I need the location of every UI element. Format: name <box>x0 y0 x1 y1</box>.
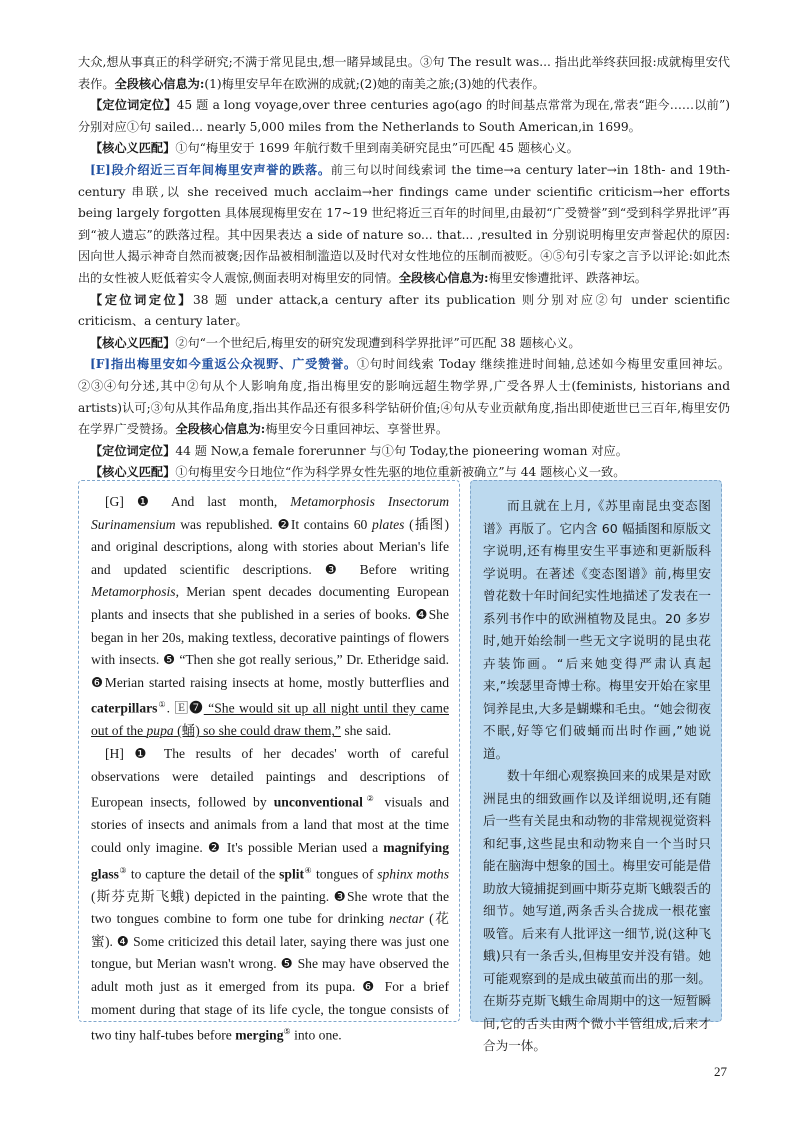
paragraph-e-analysis: [E]段介绍近三百年间梅里安声誉的跌落。前三句以时间线索词 the time→a century later→in 18th- and 19th-century 串联,以 she received much acclaim→her findings came under scientific criticism→her efforts being largely forgotten 具体展现梅里安在 17~19 世纪将近三百年的时间里,由最初“广受赞誉”到“受到科学界批评”再到“被人遗忘”的跌落过程。其中因果表达 a side of nature so... that... ,resulted in 分别说明梅里安声誉起伏的原因:因向世人揭示神奇自然而被褒;因作品被相制滥造以及时代对女性地位的压制而被贬。④⑤句引专家之言予以评论:如此杰出的女性被人贬低着实令人震惊,侧面表明对梅里安的同情。全段核心信息为:梅里安惨遭批评、跌落神坛。 <box>78 162 730 285</box>
section-heading: [E]段介绍近三百年间梅里安声誉的跌落。 <box>90 162 331 177</box>
paragraph-g: [G] ❶ And last month, Metamorphosis Insectorum Surinamensium was republished. ❷It contains 60 plates (插图) and original descriptions, along with stories about Merian's life and updated scientific descriptions. ❸ Before writing Metamorphosis, Merian spent decades documenting European plants and insects that she published in a series of books. ❹She began in her 20s, making textless, decorative paintings of flowers with insects. ❺ “Then she got really serious,” Dr. Etheridge said. ❻Merian started raising insects at home, mostly butterflies and caterpillars①. 🄴❼ “She would sit up all night until they came out of the pupa (蛹) so she could draw them,” she said. <box>91 494 450 739</box>
page-number: 27 <box>714 1064 727 1079</box>
paragraph-f-analysis: [F]指出梅里安如今重返公众视野、广受赞誉。①句时间线索 Today 继续推进时间轴,总述如今梅里安重回神坛。②③④句分述,其中②句从个人影响角度,指出梅里安的影响远超生物学界,广受各界人士(feminists, historians and artists)认可;③句从其作品角度,指出其作品还有很多科学钻研价值;④句从专业贡献角度,指出即使逝世已三百年,梅里安仍在学界广受赞扬。全段核心信息为:梅里安今日重回神坛、享誉世界。 <box>78 357 730 437</box>
locate-keywords-45: 【定位词定位】45 题 a long voyage,over three centuries ago(ago 的时间基点常常为现在,常表“距今……以前”)分别对应①句 sailed... nearly 5,000 miles from the Netherlands to South American,in 1699。 <box>78 98 731 134</box>
translation-paragraph-g: 而且就在上月,《苏里南昆虫变态图谱》再版了。它内含 60 幅插图和原版文字说明,还有梅里安生平事迹和更新版科学说明。在著述《变态图谱》前,梅里安曾花数十年时间纪实性地描述了发表在一系列书作中的欧洲植物及昆虫。20 多岁时,她开始绘制一些无文字说明的昆虫花卉装饰画。“后来她变得严肃认真起来,”埃瑟里奇博士称。梅里安开始在家里饲养昆虫,大多是蝴蝶和毛虫。“她会彻夜不眠,好等它们破蛹而出时作画,”她说道。 <box>483 498 711 761</box>
core-match-44: 【核心义匹配】①句梅里安今日地位“作为科学界女性先驱的地位重新被确立”与 44 题核心义一致。 <box>90 465 626 480</box>
commentary-paragraph: 大众,想从事真正的科学研究;不满于常见昆虫,想一睹异域昆虫。③句 The result was... 指出此举终获回报:成就梅里安代表作。全段核心信息为:(1)梅里安早年在欧洲的成就;(2)她的南美之旅;(3)她的代表作。 <box>78 55 730 91</box>
answer-marker: 🄴❼ <box>174 700 204 716</box>
locate-keywords-38: 【定位词定位】38 题 under attack,a century after its publication 则分别对应②句 under scientific criticism、a century later。 <box>78 292 731 329</box>
english-passage-box <box>78 480 460 1043</box>
chinese-translation-box <box>470 480 722 1053</box>
paragraph-h: [H] ❶ The results of her decades' worth of careful observations were detailed paintings and descriptions of European insects, followed by unconventional② visuals and stories of insects and animals from a land that most at the time could only imagine. ❷ It's possible Merian used a magnifying glass③ to capture the detail of the split④ tongues of sphinx moths (斯芬克斯飞蛾) depicted in the painting. ❸She wrote that the two tongues combine to form one tube for drinking nectar (花蜜). ❹ Some criticized this detail later, saying there was just one tongue, but Merian wasn't wrong. ❺ She may have observed the adult moth just as it emerged from its pupa. ❻ For a brief moment during that stage of its life cycle, the tongue consists of two tiny half-tubes before merging⑤ into one. <box>91 746 450 1043</box>
locate-keywords-44: 【定位词定位】44 题 Now,a female forerunner 与①句 Today,the pioneering woman 对应。 <box>90 443 628 458</box>
core-match-38: 【核心义匹配】②句“一个世纪后,梅里安的研究发现遭到科学界批评”可匹配 38 题核心义。 <box>90 335 581 350</box>
commentary-section <box>78 52 730 484</box>
section-heading: [F]指出梅里安如今重返公众视野、广受赞誉。 <box>90 357 357 372</box>
translation-paragraph-h: 数十年细心观察换回来的成果是对欧洲昆虫的细致画作以及详细说明,还有随后一些有关昆虫和动物的非常规视觉资料和纪事,这些昆虫和动物来自一个当时只能在脑海中想象的国土。梅里安可能是借助放大镜捕捉到画中斯芬克斯飞蛾裂舌的细节。她写道,两条舌头合拢成一根花蜜吸管。后来有人批评这一细节,说(这种飞蛾)只有一条舌头,但梅里安并没有错。她可能观察到的是成虫破茧而出的那一刻。在斯芬克斯飞蛾生命周期中的这一短暂瞬间,它的舌头由两个微小半管组成,后来才合为一体。 <box>483 768 711 1053</box>
core-match-45: 【核心义匹配】①句“梅里安于 1699 年航行数千里到南美研究昆虫”可匹配 45 题核心义。 <box>90 141 579 156</box>
